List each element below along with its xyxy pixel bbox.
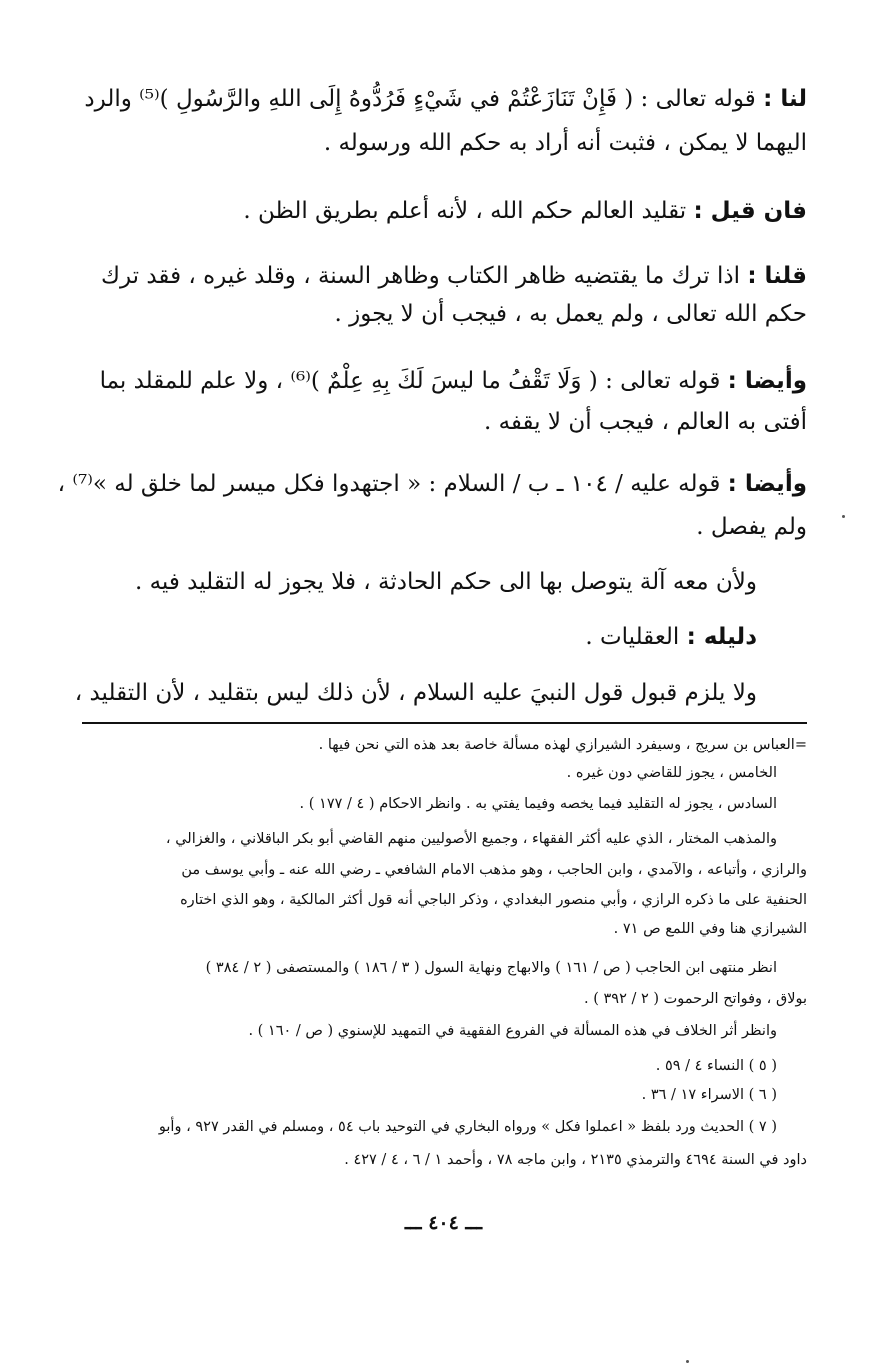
- line-text: اليهما لا يمكن ، فثبت أنه أراد به حكم الله ورسوله .: [323, 130, 807, 156]
- main-line: [135, 565, 757, 599]
- footnote-line: وانظر أثر الخلاف في هذه المسألة في الفروع الفقهية في التمهيد للإسنوي ( ص / ١٦٠ ) .: [248, 1023, 777, 1039]
- footnote-line: ( ٦ ) الاسراء ١٧ / ٣٦ .: [641, 1087, 777, 1103]
- main-line: [585, 620, 757, 654]
- main-line: [75, 676, 757, 710]
- line-text: قوله تعالى : ( وَلَا تَقْفُ ما ليسَ لَكَ بِهِ عِلْمٌ )⁽⁶⁾ ، ولا علم للمقلد بما: [99, 368, 728, 394]
- line-text: ولا يلزم قبول قول النبيَ عليه السلام ، لأن ذلك ليس بتقليد ، لأن التقليد ،: [74, 680, 757, 706]
- line-text: اذا ترك ما يقتضيه ظاهر الكتاب وظاهر السنة ، وقلد غيره ، فقد ترك: [101, 263, 748, 289]
- line-text: ولم يفصل .: [696, 514, 807, 540]
- main-line: [334, 297, 807, 331]
- main-line: [58, 467, 807, 501]
- line-text: قوله تعالى : ( فَإِنْ تَنَازَعْتُمْ في شَيْءٍ فَرُدُّوهُ إِلَى اللهِ والرَّسُولِ )⁽⁵⁾ والرد: [84, 86, 764, 112]
- main-line: [324, 126, 807, 160]
- line-text: ولأن معه آلة يتوصل بها الى حكم الحادثة ، فلا يجوز له التقليد فيه .: [134, 569, 757, 595]
- line-lead: دليله :: [686, 624, 757, 650]
- main-line: [84, 82, 807, 116]
- footnote-line: والرازي ، وأتباعه ، والآمدي ، وابن الحاجب ، وهو مذهب الامام الشافعي ـ رضي الله عنه ـ وأبي يوسف من: [181, 862, 807, 878]
- line-text: العقليات .: [585, 624, 687, 650]
- line-lead: وأيضا :: [727, 471, 807, 497]
- footnote-line: الخامس ، يجوز للقاضي دون غيره .: [566, 765, 777, 781]
- footnote-line: السادس ، يجوز له التقليد فيما يخصه وفيما يفتي به . وانظر الاحكام ( ٤ / ١٧٧ ) .: [299, 796, 777, 812]
- line-text: حكم الله تعالى ، ولم يعمل به ، فيجب أن لا يجوز .: [334, 301, 807, 327]
- main-line: [100, 364, 807, 398]
- main-line: [696, 510, 807, 544]
- page-number: ـــ ٤٠٤ ـــ: [404, 1212, 483, 1234]
- footnote-line: والمذهب المختار ، الذي عليه أكثر الفقهاء ، وجميع الأصوليين منهم القاضي أبو بكر الباقلاني ، والغزالي ،: [165, 831, 777, 847]
- footnote-line: داود في السنة ٤٦٩٤ والترمذي ٢١٣٥ ، وابن ماجه ٧٨ ، وأحمد ١ / ٦ ، ٤ / ٤٢٧ .: [344, 1152, 807, 1168]
- line-text: تقليد العالم حكم الله ، لأنه أعلم بطريق الظن .: [243, 198, 694, 224]
- line-text: قوله عليه / ١٠٤ ـ ب / السلام : « اجتهدوا فكل ميسر لما خلق له »⁽⁷⁾ ،: [57, 471, 728, 497]
- line-lead: وأيضا :: [727, 368, 807, 394]
- main-line: [101, 259, 807, 293]
- line-lead: فان قيل :: [693, 198, 807, 224]
- scan-speck: [686, 1360, 689, 1363]
- line-text: أفتى به العالم ، فيجب أن لا يقفه .: [483, 409, 807, 435]
- footnote-line: =العباس بن سريج ، وسيفرد الشيرازي لهذه مسألة خاصة بعد هذه التي نحن فيها .: [318, 737, 807, 753]
- scan-speck: [842, 515, 845, 518]
- footnote-divider: [82, 722, 807, 724]
- footnote-line: بولاق ، وفواتح الرحموت ( ٢ / ٣٩٢ ) .: [584, 991, 807, 1007]
- footnote-line: ( ٧ ) الحديث ورد بلفظ « اعملوا فكل » ورواه البخاري في التوحيد باب ٥٤ ، ومسلم في القدر ٩٢٧ ، وأبو: [158, 1119, 777, 1135]
- line-lead: لنا :: [763, 86, 807, 112]
- footnote-line: الحنفية على ما ذكره الرازي ، وأبي منصور البغدادي ، وذكر الباجي أنه قول أكثر المالكية ، وهو الذي اختاره: [180, 892, 807, 908]
- main-line: [484, 405, 807, 439]
- footnote-line: انظر منتهى ابن الحاجب ( ص / ١٦١ ) والابهاج ونهاية السول ( ٣ / ١٨٦ ) والمستصفى ( ٢ / ٣٨٤ ): [205, 960, 777, 976]
- line-lead: قلنا :: [747, 263, 807, 289]
- footnote-line: الشيرازي هنا وفي اللمع ص ٧١ .: [613, 921, 807, 937]
- main-line: [243, 194, 807, 228]
- footnote-line: ( ٥ ) النساء ٤ / ٥٩ .: [655, 1058, 777, 1074]
